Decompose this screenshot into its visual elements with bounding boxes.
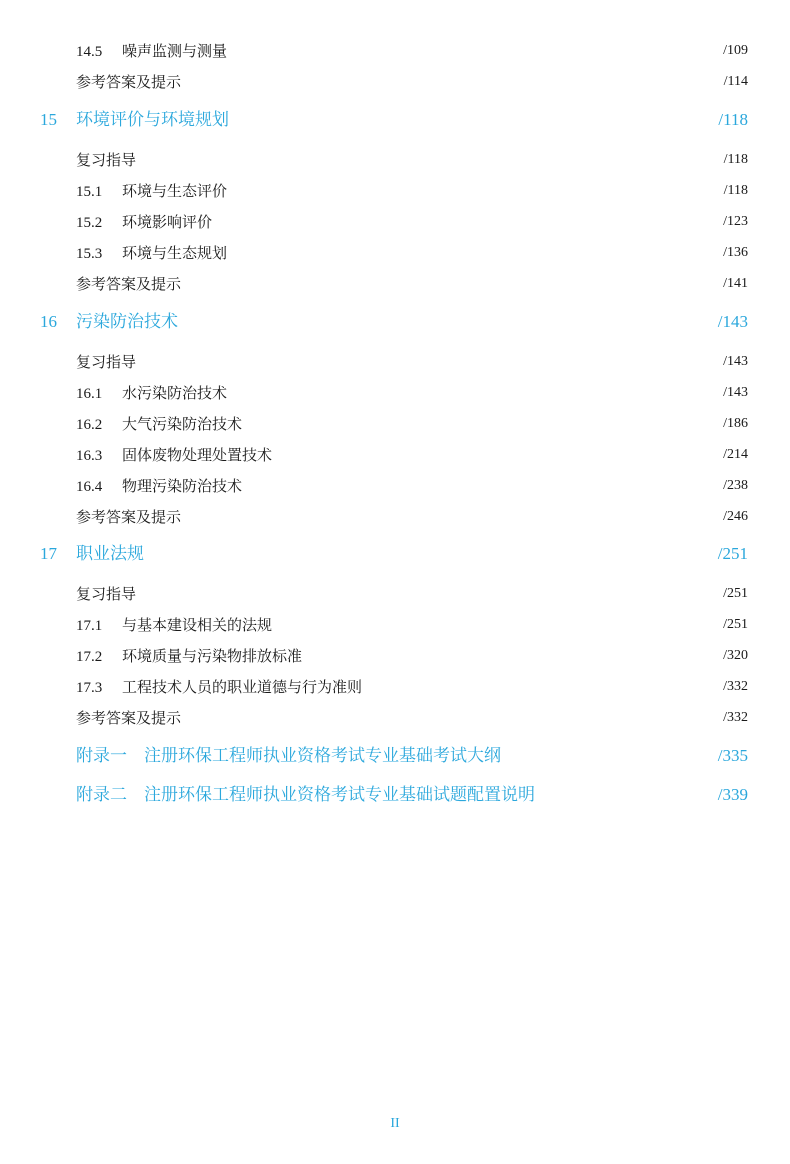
- toc-entry-title: 固体废物处理处置技术: [122, 446, 273, 464]
- toc-entry-title: 环境评价与环境规划: [76, 110, 229, 130]
- toc-section-row[interactable]: [40, 240, 748, 266]
- toc-entry-title: 水污染防治技术: [122, 384, 228, 402]
- toc-entry-title: 工程技术人员的职业道德与行为准则: [122, 678, 363, 696]
- toc-entry-label: [40, 107, 229, 133]
- toc-entry-title: 噪声监测与测量: [122, 42, 228, 60]
- toc-entry-page: /251: [717, 544, 748, 563]
- toc-entry-title: 物理污染防治技术: [122, 477, 243, 495]
- toc-entry-number: 14.5: [76, 44, 103, 60]
- toc-entry-page: /238: [723, 478, 748, 493]
- page-number: II: [390, 1116, 400, 1131]
- toc-entry-number: 15: [40, 110, 57, 129]
- toc-entry-page: /114: [723, 74, 748, 89]
- toc-entry-title: 参考答案及提示: [76, 275, 182, 293]
- toc-section-row[interactable]: [40, 147, 748, 173]
- toc-entry-number: 17.2: [76, 649, 103, 665]
- toc-entry-label: [76, 240, 227, 267]
- toc-entry-label: [76, 380, 227, 407]
- toc-entry-number: 16: [40, 312, 57, 331]
- toc-section-row[interactable]: [40, 209, 748, 235]
- toc-entry-page: /141: [723, 276, 748, 291]
- toc-section-row[interactable]: [40, 411, 748, 437]
- toc-entry-title: 附录二 注册环保工程师执业资格考试专业基础试题配置说明: [76, 785, 535, 805]
- toc-section-row[interactable]: [40, 581, 748, 607]
- toc-entry-label: [76, 442, 272, 469]
- toc-entry-label: [76, 612, 272, 639]
- toc-entry-page: /186: [723, 416, 748, 431]
- toc-entry-page: /118: [723, 183, 748, 198]
- toc-entry-page: /320: [723, 648, 748, 663]
- toc-entry-title: 复习指导: [76, 151, 137, 169]
- toc-section-row[interactable]: [40, 442, 748, 468]
- toc-section-row[interactable]: [40, 504, 748, 530]
- toc-entry-page: /123: [723, 214, 748, 229]
- toc-entry-title: 参考答案及提示: [76, 73, 182, 91]
- toc-entry-title: 参考答案及提示: [76, 709, 182, 727]
- toc-section-row[interactable]: [40, 38, 748, 64]
- toc-section-row[interactable]: [40, 178, 748, 204]
- toc-entry-title: 环境与生态规划: [122, 244, 228, 262]
- toc-entry-label: [76, 581, 136, 607]
- toc-entry-label: [40, 782, 535, 808]
- toc-entry-label: [76, 473, 242, 500]
- toc-section-row[interactable]: [40, 705, 748, 731]
- toc-entry-label: [76, 504, 181, 530]
- toc-chapter-row[interactable]: [40, 743, 748, 769]
- toc-entry-page: /251: [723, 617, 748, 632]
- toc-entry-page: /251: [723, 586, 748, 601]
- toc-section-row[interactable]: [40, 612, 748, 638]
- toc-entry-label: [76, 674, 362, 701]
- toc-section-row[interactable]: [40, 473, 748, 499]
- toc-entry-label: [76, 209, 212, 236]
- toc-entry-label: [40, 309, 178, 335]
- toc-entry-number: 17.1: [76, 618, 103, 634]
- toc-entry-title: 复习指导: [76, 353, 137, 371]
- toc-entry-label: [76, 705, 181, 731]
- toc-entry-page: /339: [717, 785, 748, 804]
- toc-section-row[interactable]: [40, 674, 748, 700]
- toc-entry-label: [76, 69, 181, 95]
- toc-section-row[interactable]: [40, 349, 748, 375]
- toc-entry-title: 大气污染防治技术: [122, 415, 243, 433]
- toc-entry-number: 15.1: [76, 184, 103, 200]
- toc-entry-title: 职业法规: [76, 544, 144, 564]
- toc-entry-label: [40, 743, 501, 769]
- toc-entry-number: 16.3: [76, 448, 103, 464]
- toc-entry-page: /118: [723, 152, 748, 167]
- toc-section-row[interactable]: [40, 643, 748, 669]
- toc-entry-title: 附录一 注册环保工程师执业资格考试专业基础考试大纲: [76, 746, 501, 766]
- toc-entry-title: 污染防治技术: [76, 312, 178, 332]
- toc-chapter-row[interactable]: [40, 107, 748, 133]
- toc-entry-page: /143: [723, 385, 748, 400]
- toc-entry-number: 15.3: [76, 246, 103, 262]
- toc-entry-page: /136: [723, 245, 748, 260]
- toc-entry-label: [76, 349, 136, 375]
- toc-entry-page: /118: [718, 110, 748, 129]
- toc-entry-number: 16.4: [76, 479, 103, 495]
- toc-entry-title: 与基本建设相关的法规: [122, 616, 273, 634]
- toc-chapter-row[interactable]: [40, 309, 748, 335]
- toc-section-row[interactable]: [40, 69, 748, 95]
- toc-entry-page: /214: [723, 447, 748, 462]
- toc-section-row[interactable]: [40, 380, 748, 406]
- toc-entry-number: 17.3: [76, 680, 103, 696]
- toc-entry-page: /335: [717, 746, 748, 765]
- toc-entry-page: /246: [723, 509, 748, 524]
- toc-entry-page: /143: [717, 312, 748, 331]
- toc-section-row[interactable]: [40, 271, 748, 297]
- toc-entry-label: [40, 541, 144, 567]
- toc-entry-title: 参考答案及提示: [76, 508, 182, 526]
- toc-entry-number: 16.1: [76, 386, 103, 402]
- toc-entry-page: /332: [723, 679, 748, 694]
- toc-chapter-row[interactable]: [40, 782, 748, 808]
- toc-entry-label: [76, 411, 242, 438]
- toc-entry-label: [76, 178, 227, 205]
- toc-entry-title: 环境与生态评价: [122, 182, 228, 200]
- toc-entry-number: 15.2: [76, 215, 103, 231]
- toc-entry-label: [76, 643, 302, 670]
- toc-entry-title: 环境影响评价: [122, 213, 213, 231]
- toc-chapter-row[interactable]: [40, 541, 748, 567]
- toc-entry-number: 16.2: [76, 417, 103, 433]
- toc-entry-label: [76, 147, 136, 173]
- toc-entry-title: 环境质量与污染物排放标准: [122, 647, 303, 665]
- toc-entry-title: 复习指导: [76, 585, 137, 603]
- toc-entry-label: [76, 38, 227, 65]
- toc-entry-page: /332: [723, 710, 748, 725]
- toc-entry-label: [76, 271, 181, 297]
- toc-entry-number: 17: [40, 544, 57, 563]
- toc-entry-page: /109: [723, 43, 748, 58]
- toc-entry-page: /143: [723, 354, 748, 369]
